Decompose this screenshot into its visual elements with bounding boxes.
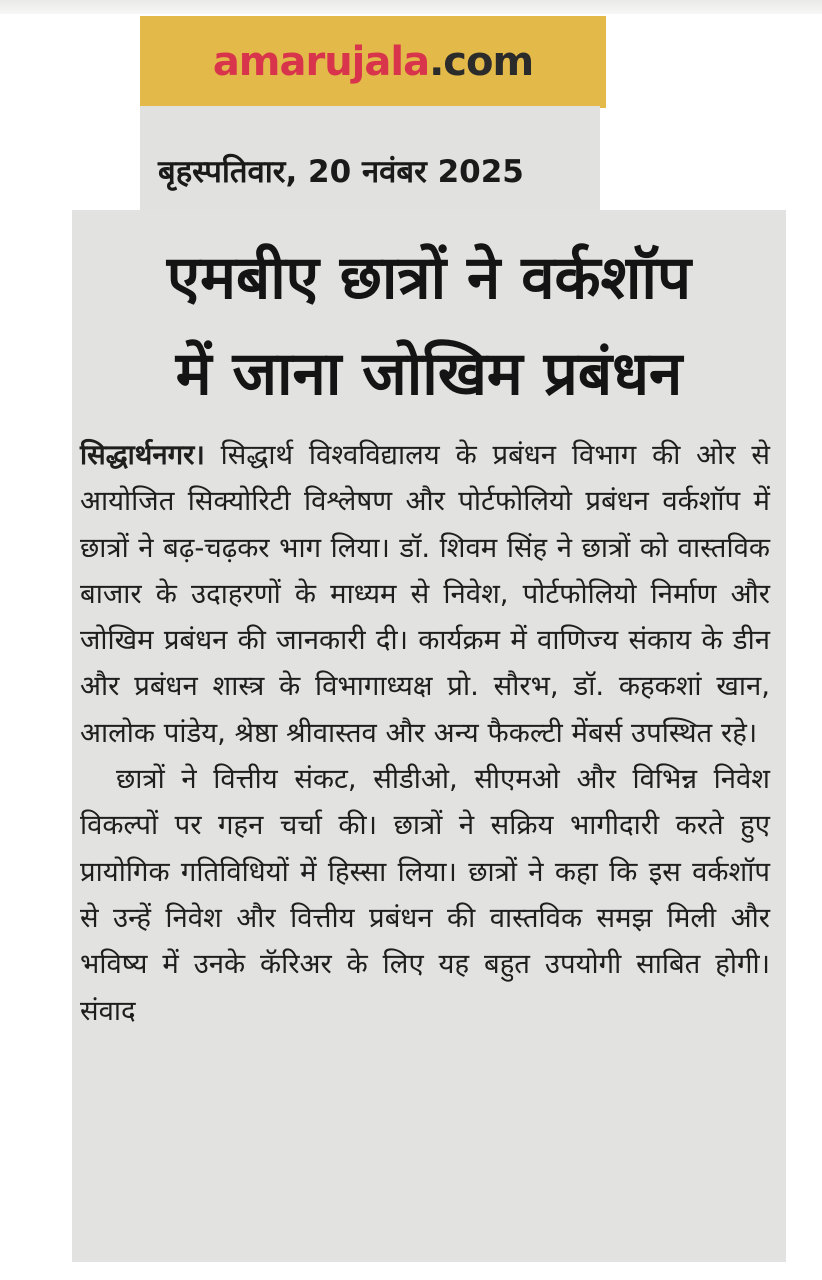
news-article — [72, 210, 786, 1262]
logo-brand: amarujala — [212, 39, 430, 85]
paragraph-1 — [80, 432, 770, 756]
publication-date: बृहस्पतिवार, 20 नवंबर 2025 — [158, 154, 524, 190]
date-panel — [140, 106, 600, 216]
paragraph-1-text: सिद्धार्थ विश्वविद्यालय के प्रबंधन विभाग की ओर से आयोजित सिक्योरिटी विश्लेषण और पोर्टफोलियो प्रबंधन वर्कशॉप में छात्रों ने बढ़-चढ़कर भाग लिया। डॉ. शिवम सिंह ने छात्रों को वास्तविक बाजार के उदाहरणों के माध्यम से निवेश, पोर्टफोलियो निर्माण और जोखिम प्रबंधन की जानकारी दी। कार्यक्रम में वाणिज्य संकाय के डीन और प्रबंधन शास्त्र के विभागाध्यक्ष प्रो. सौरभ, डॉ. कहकशां खान, आलोक पांडेय, श्रेष्ठा श्रीवास्तव और अन्य फैकल्टी मेंबर्स उपस्थित रहे। — [80, 439, 771, 749]
article-headline — [82, 230, 776, 422]
scan-border — [0, 0, 822, 14]
headline-line-1: एमबीए छात्रों ने वर्कशॉप — [166, 243, 692, 313]
dateline: सिद्धार्थनगर। — [80, 439, 205, 471]
headline-line-2: में जाना जोखिम प्रबंधन — [175, 339, 683, 409]
article-body — [80, 432, 770, 1034]
paragraph-2: छात्रों ने वित्तीय संकट, सीडीओ, सीएमओ और विभिन्न निवेश विकल्पों पर गहन चर्चा की। छात्रों ने सक्रिय भागीदारी करते हुए प्रायोगिक गतिविधियों में हिस्सा लिया। छात्रों ने कहा कि इस वर्कशॉप से उन्हें निवेश और वित्तीय प्रबंधन की वास्तविक समझ मिली और भविष्य में उनके कॅरिअर के लिए यह बहुत उपयोगी साबित होगी। संवाद — [80, 763, 770, 1027]
newspaper-logo — [140, 39, 606, 85]
masthead — [140, 16, 606, 108]
logo-domain-suffix: .com — [429, 39, 534, 85]
